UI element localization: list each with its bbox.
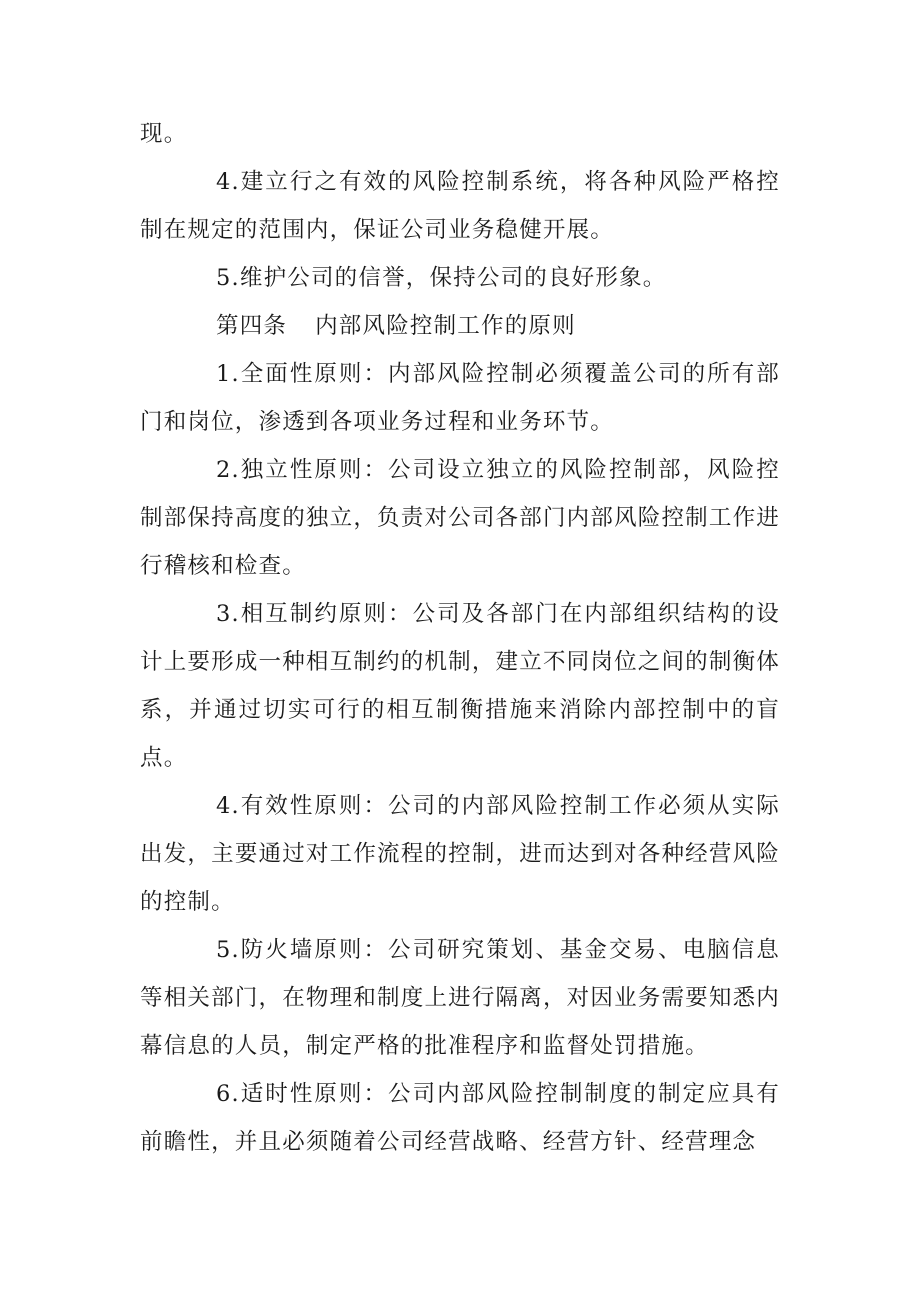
- principle-timeliness: 6.适时性原则：公司内部风险控制制度的制定应具有前瞻性，并且必须随着公司经营战略、经营方针、经营理念: [140, 1081, 780, 1155]
- paragraph-continuation: 现。: [140, 121, 188, 147]
- principle-firewall: 5.防火墙原则：公司研究策划、基金交易、电脑信息等相关部门，在物理和制度上进行隔离，对因业务需要知悉内幕信息的人员，制定严格的批准程序和监督处罚措施。: [140, 937, 780, 1059]
- article-heading: [140, 302, 780, 350]
- principle-independence: 2.独立性原则：公司设立独立的风险控制部，风险控制部保持高度的独立，负责对公司各部门内部风险控制工作进行稽核和检查。: [140, 457, 780, 579]
- paragraph-objective-5: 5.维护公司的信誉，保持公司的良好形象。: [216, 265, 667, 291]
- document-body: [140, 110, 780, 1166]
- principle-mutual-restraint: 3.相互制约原则：公司及各部门在内部组织结构的设计上要形成一种相互制约的机制，建立不同岗位之间的制衡体系，并通过切实可行的相互制衡措施来消除内部控制中的盲点。: [140, 601, 780, 771]
- article-number: 第四条: [216, 313, 288, 339]
- article-title: 内部风险控制工作的原则: [315, 313, 576, 339]
- paragraph-objective-4: 4.建立行之有效的风险控制系统，将各种风险严格控制在规定的范围内，保证公司业务稳健开展。: [140, 169, 780, 243]
- principle-comprehensiveness: 1.全面性原则：内部风险控制必须覆盖公司的所有部门和岗位，渗透到各项业务过程和业务环节。: [140, 361, 780, 435]
- principle-effectiveness: 4.有效性原则：公司的内部风险控制工作必须从实际出发，主要通过对工作流程的控制，进而达到对各种经营风险的控制。: [140, 793, 780, 915]
